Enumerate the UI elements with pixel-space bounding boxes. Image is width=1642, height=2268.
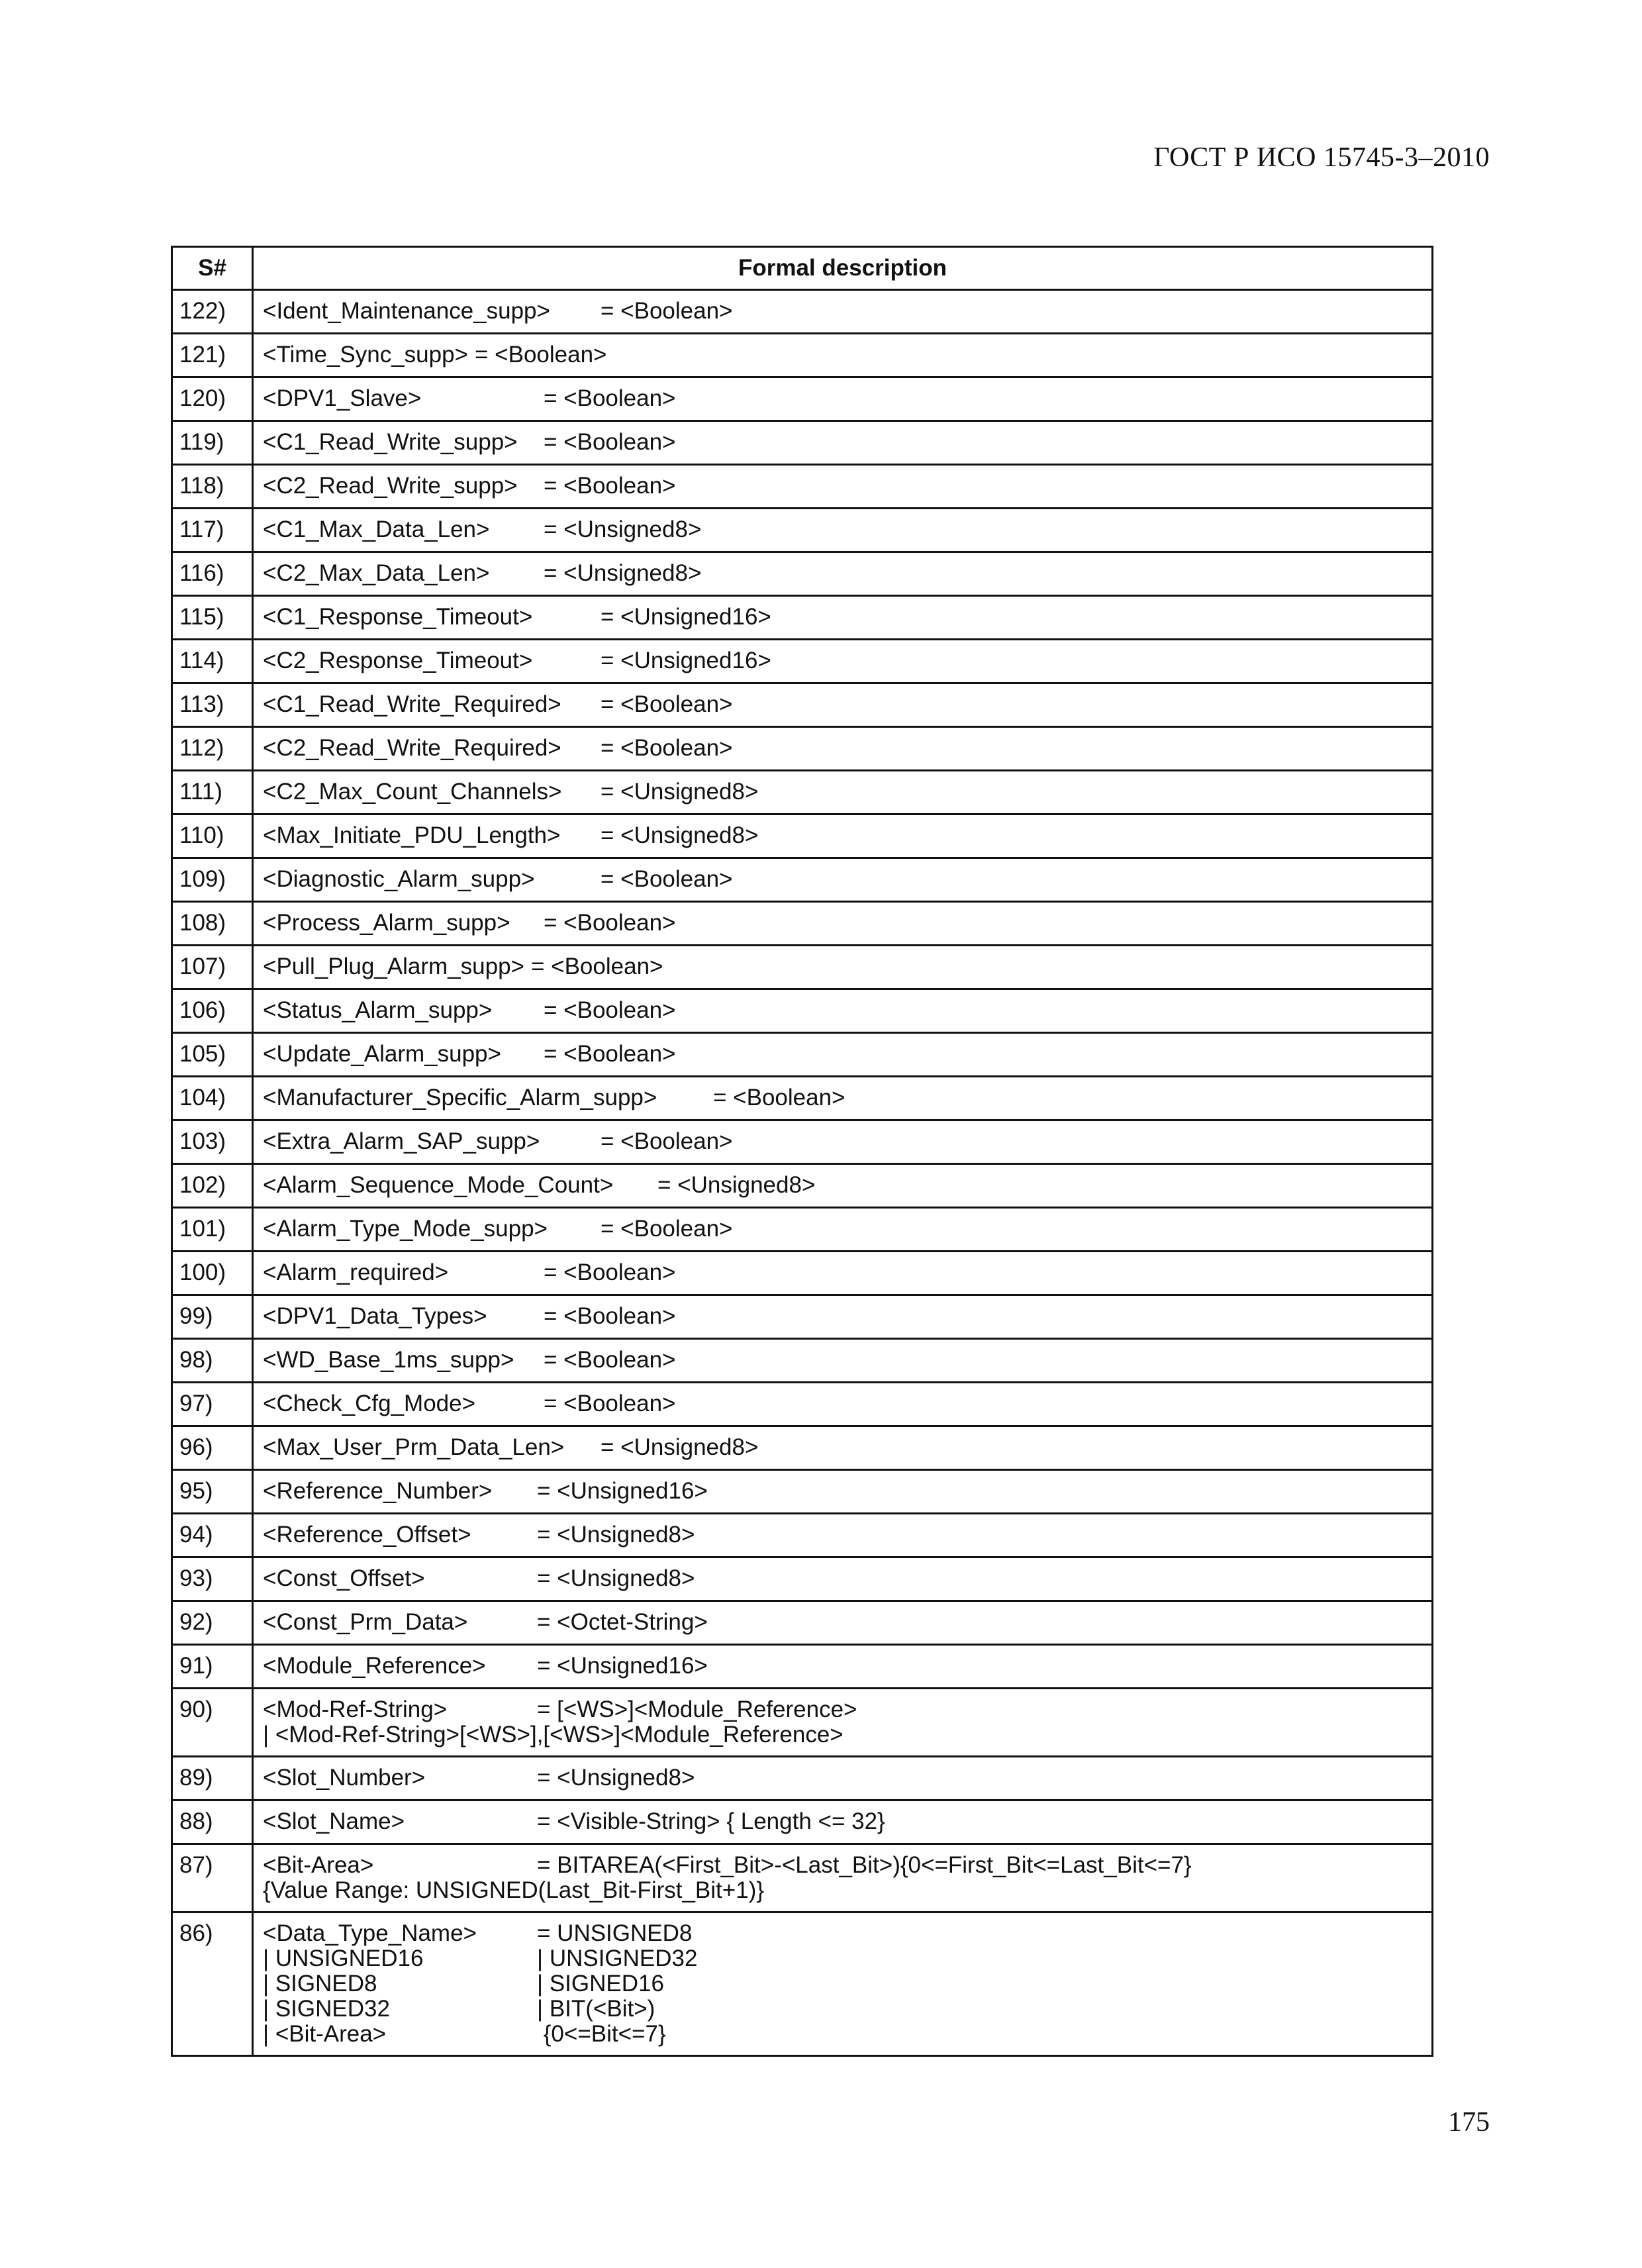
row-description <box>253 902 1433 946</box>
term-definition: = <Boolean> <box>544 1347 676 1373</box>
row-description <box>253 1426 1433 1470</box>
row-number: 107) <box>172 946 253 989</box>
row-description <box>253 1645 1433 1689</box>
row-number: 86) <box>172 1912 253 2056</box>
row-description <box>253 596 1433 640</box>
term-definition: = <Unsigned16> <box>601 604 771 630</box>
row-description <box>253 421 1433 465</box>
row-description <box>253 377 1433 421</box>
table-row <box>172 377 1433 421</box>
table-row <box>172 1514 1433 1557</box>
term-name: <Max_Initiate_PDU_Length> <box>263 822 561 848</box>
alternative-left: | <Bit-Area> <box>263 2021 387 2047</box>
table-row <box>172 902 1433 946</box>
table-row <box>172 1912 1433 2056</box>
row-number: 87) <box>172 1844 253 1912</box>
term-definition: = <Boolean> <box>601 298 733 324</box>
term-name: <Const_Prm_Data> <box>263 1609 468 1635</box>
term-definition: = <Boolean> <box>475 342 607 368</box>
alternative-right: | UNSIGNED32 <box>537 1946 698 1971</box>
table-header-row <box>172 247 1433 290</box>
table-row <box>172 1601 1433 1645</box>
row-number: 111) <box>172 771 253 814</box>
term-name: <Slot_Number> <box>263 1765 426 1791</box>
table-row <box>172 1295 1433 1339</box>
table-row <box>172 1164 1433 1208</box>
row-number: 91) <box>172 1645 253 1689</box>
term-definition: = <Boolean> <box>713 1085 845 1110</box>
term-definition: = <Unsigned16> <box>537 1653 708 1679</box>
term-definition: = <Unsigned8> <box>537 1565 695 1591</box>
row-description <box>253 290 1433 334</box>
row-number: 97) <box>172 1383 253 1426</box>
row-number: 115) <box>172 596 253 640</box>
term-name: <Extra_Alarm_SAP_supp> <box>263 1128 540 1154</box>
row-description <box>253 552 1433 596</box>
term-name: <Check_Cfg_Mode> <box>263 1391 476 1416</box>
term-name: <C2_Max_Data_Len> <box>263 560 490 586</box>
term-name: <C1_Max_Data_Len> <box>263 517 490 542</box>
row-description <box>253 640 1433 683</box>
table-row <box>172 727 1433 771</box>
alternative-left: | UNSIGNED16 <box>263 1946 424 1971</box>
row-description <box>253 1800 1433 1844</box>
row-number: 99) <box>172 1295 253 1339</box>
row-number: 106) <box>172 989 253 1033</box>
row-description <box>253 727 1433 771</box>
page-number: 175 <box>1448 2107 1490 2138</box>
term-name: <Alarm_Type_Mode_supp> <box>263 1216 548 1242</box>
term-definition: = <Boolean> <box>601 691 733 717</box>
table-row <box>172 552 1433 596</box>
term-name: <Slot_Name> <box>263 1808 405 1834</box>
term-name: <C1_Response_Timeout> <box>263 604 533 630</box>
table-row <box>172 1033 1433 1077</box>
row-description <box>253 1033 1433 1077</box>
term-name: <C2_Response_Timeout> <box>263 648 533 673</box>
term-name: <Bit-Area> <box>263 1852 374 1878</box>
row-number: 95) <box>172 1470 253 1514</box>
term-definition: = <Visible-String> { Length <= 32} <box>537 1808 885 1834</box>
row-number: 104) <box>172 1077 253 1120</box>
table-row <box>172 1339 1433 1383</box>
table-row <box>172 1645 1433 1689</box>
column-header-sn: S# <box>172 247 253 290</box>
table-row <box>172 421 1433 465</box>
row-number: 122) <box>172 290 253 334</box>
table-row <box>172 334 1433 377</box>
term-definition: = <Unsigned8> <box>601 822 759 848</box>
table-row <box>172 509 1433 552</box>
row-number: 121) <box>172 334 253 377</box>
term-definition: = <Boolean> <box>601 735 733 761</box>
alternative-right: | BIT(<Bit>) <box>537 1996 655 2022</box>
row-number: 120) <box>172 377 253 421</box>
term-name: <Manufacturer_Specific_Alarm_supp> <box>263 1085 657 1110</box>
table-row <box>172 989 1433 1033</box>
term-name: <Mod-Ref-String> <box>263 1697 448 1722</box>
term-name: <Reference_Number> <box>263 1478 493 1504</box>
row-description <box>253 1601 1433 1645</box>
term-definition: = <Unsigned8> <box>537 1522 695 1548</box>
row-description <box>253 1077 1433 1120</box>
row-description <box>253 1757 1433 1800</box>
row-number: 100) <box>172 1252 253 1295</box>
row-number: 89) <box>172 1757 253 1800</box>
term-name: <C1_Read_Write_supp> <box>263 429 518 455</box>
term-definition: = <Boolean> <box>601 1216 733 1242</box>
term-name: <Reference_Offset> <box>263 1522 471 1548</box>
table-row <box>172 1844 1433 1912</box>
row-number: 103) <box>172 1120 253 1164</box>
row-number: 92) <box>172 1601 253 1645</box>
row-description <box>253 858 1433 902</box>
table-row <box>172 946 1433 989</box>
term-definition: = <Boolean> <box>544 1303 676 1329</box>
term-definition: = <Unsigned8> <box>601 1434 759 1460</box>
table-row <box>172 640 1433 683</box>
row-description <box>253 1252 1433 1295</box>
row-number: 118) <box>172 465 253 509</box>
term-definition: = <Boolean> <box>544 997 676 1023</box>
table-row <box>172 1426 1433 1470</box>
row-description <box>253 1208 1433 1252</box>
row-number: 117) <box>172 509 253 552</box>
table-row <box>172 596 1433 640</box>
table-row <box>172 1120 1433 1164</box>
table-row <box>172 290 1433 334</box>
term-definition: = <Unsigned16> <box>537 1478 708 1504</box>
term-name: <Module_Reference> <box>263 1653 486 1679</box>
row-description <box>253 1844 1433 1912</box>
table-row <box>172 1077 1433 1120</box>
term-definition: = <Boolean> <box>544 1391 676 1416</box>
term-name: <Alarm_Sequence_Mode_Count> <box>263 1172 614 1198</box>
row-number: 94) <box>172 1514 253 1557</box>
term-definition: = <Boolean> <box>601 1128 733 1154</box>
row-description <box>253 1164 1433 1208</box>
term-definition: = <Boolean> <box>544 429 676 455</box>
row-description <box>253 509 1433 552</box>
row-number: 110) <box>172 814 253 858</box>
alternative-right: = UNSIGNED8 <box>537 1920 693 1946</box>
row-description <box>253 465 1433 509</box>
term-name: <WD_Base_1ms_supp> <box>263 1347 514 1373</box>
table-row <box>172 683 1433 727</box>
term-definition: = <Boolean> <box>544 1259 676 1285</box>
continuation-line: | <Mod-Ref-String>[<WS>],[<WS>]<Module_Reference> <box>263 1722 844 1748</box>
row-number: 119) <box>172 421 253 465</box>
table-row <box>172 1470 1433 1514</box>
row-description <box>253 1514 1433 1557</box>
table-row <box>172 465 1433 509</box>
row-number: 90) <box>172 1689 253 1757</box>
row-description <box>253 1912 1433 2056</box>
row-description <box>253 1339 1433 1383</box>
formal-description-table <box>171 246 1433 2057</box>
table-row <box>172 771 1433 814</box>
term-name: <Diagnostic_Alarm_supp> <box>263 866 535 892</box>
term-name: <DPV1_Slave> <box>263 385 422 411</box>
term-definition: = <Boolean> <box>601 866 733 892</box>
table-row <box>172 1383 1433 1426</box>
row-description <box>253 1383 1433 1426</box>
table-row <box>172 858 1433 902</box>
row-number: 108) <box>172 902 253 946</box>
row-description <box>253 771 1433 814</box>
term-name: <Process_Alarm_supp> <box>263 910 510 936</box>
row-description <box>253 1689 1433 1757</box>
alternative-left: <Data_Type_Name> <box>263 1920 477 1946</box>
term-name: <Update_Alarm_supp> <box>263 1041 501 1067</box>
row-description <box>253 946 1433 989</box>
row-description <box>253 1557 1433 1601</box>
term-name: <Alarm_required> <box>263 1259 449 1285</box>
term-definition: = <Unsigned8> <box>544 517 702 542</box>
row-description <box>253 334 1433 377</box>
term-name: <Time_Sync_supp> <box>263 342 468 368</box>
row-description <box>253 1470 1433 1514</box>
column-header-formal-description: Formal description <box>253 247 1433 290</box>
term-definition: = <Unsigned8> <box>537 1765 695 1791</box>
row-number: 93) <box>172 1557 253 1601</box>
term-definition: = <Boolean> <box>544 385 676 411</box>
term-definition: = <Unsigned8> <box>601 779 759 805</box>
alternative-right: | SIGNED16 <box>537 1971 664 1997</box>
row-number: 98) <box>172 1339 253 1383</box>
row-number: 114) <box>172 640 253 683</box>
term-definition: = <Boolean> <box>530 954 663 979</box>
row-number: 116) <box>172 552 253 596</box>
table-row <box>172 1757 1433 1800</box>
row-number: 112) <box>172 727 253 771</box>
table-row <box>172 1800 1433 1844</box>
table-row <box>172 1557 1433 1601</box>
term-definition: = BITAREA(<First_Bit>-<Last_Bit>){0<=First_Bit<=Last_Bit<=7} <box>537 1852 1192 1878</box>
term-name: <Status_Alarm_supp> <box>263 997 493 1023</box>
term-name: <DPV1_Data_Types> <box>263 1303 487 1329</box>
row-description <box>253 1295 1433 1339</box>
term-definition: = <Unsigned16> <box>601 648 771 673</box>
row-description <box>253 989 1433 1033</box>
term-definition: = <Octet-String> <box>537 1609 708 1635</box>
term-name: <Ident_Maintenance_supp> <box>263 298 550 324</box>
alternative-left: | SIGNED8 <box>263 1971 377 1997</box>
table-row <box>172 1208 1433 1252</box>
term-definition: = <Boolean> <box>544 473 676 499</box>
continuation-line: {Value Range: UNSIGNED(Last_Bit-First_Bit+1)} <box>263 1877 765 1903</box>
row-number: 96) <box>172 1426 253 1470</box>
term-name: <C2_Max_Count_Channels> <box>263 779 562 805</box>
term-name: <Max_User_Prm_Data_Len> <box>263 1434 565 1460</box>
term-definition: = <Unsigned8> <box>544 560 702 586</box>
term-definition: = <Boolean> <box>544 910 676 936</box>
term-name: <C2_Read_Write_supp> <box>263 473 518 499</box>
term-definition: = [<WS>]<Module_Reference> <box>537 1697 857 1722</box>
document-header: ГОСТ Р ИСО 15745-3–2010 <box>1153 142 1490 173</box>
table-row <box>172 814 1433 858</box>
term-name: <C1_Read_Write_Required> <box>263 691 561 717</box>
row-description <box>253 814 1433 858</box>
row-number: 109) <box>172 858 253 902</box>
term-name: <Const_Offset> <box>263 1565 425 1591</box>
row-number: 88) <box>172 1800 253 1844</box>
term-name: <C2_Read_Write_Required> <box>263 735 561 761</box>
alternative-left: | SIGNED32 <box>263 1996 390 2022</box>
alternative-right: {0<=Bit<=7} <box>537 2021 666 2047</box>
term-definition: = <Unsigned8> <box>657 1172 816 1198</box>
table-row <box>172 1252 1433 1295</box>
row-number: 102) <box>172 1164 253 1208</box>
table-row <box>172 1689 1433 1757</box>
row-description <box>253 1120 1433 1164</box>
term-definition: = <Boolean> <box>544 1041 676 1067</box>
term-name: <Pull_Plug_Alarm_supp> <box>263 954 524 979</box>
row-number: 113) <box>172 683 253 727</box>
table-body <box>172 290 1433 2056</box>
row-number: 101) <box>172 1208 253 1252</box>
row-description <box>253 683 1433 727</box>
row-number: 105) <box>172 1033 253 1077</box>
